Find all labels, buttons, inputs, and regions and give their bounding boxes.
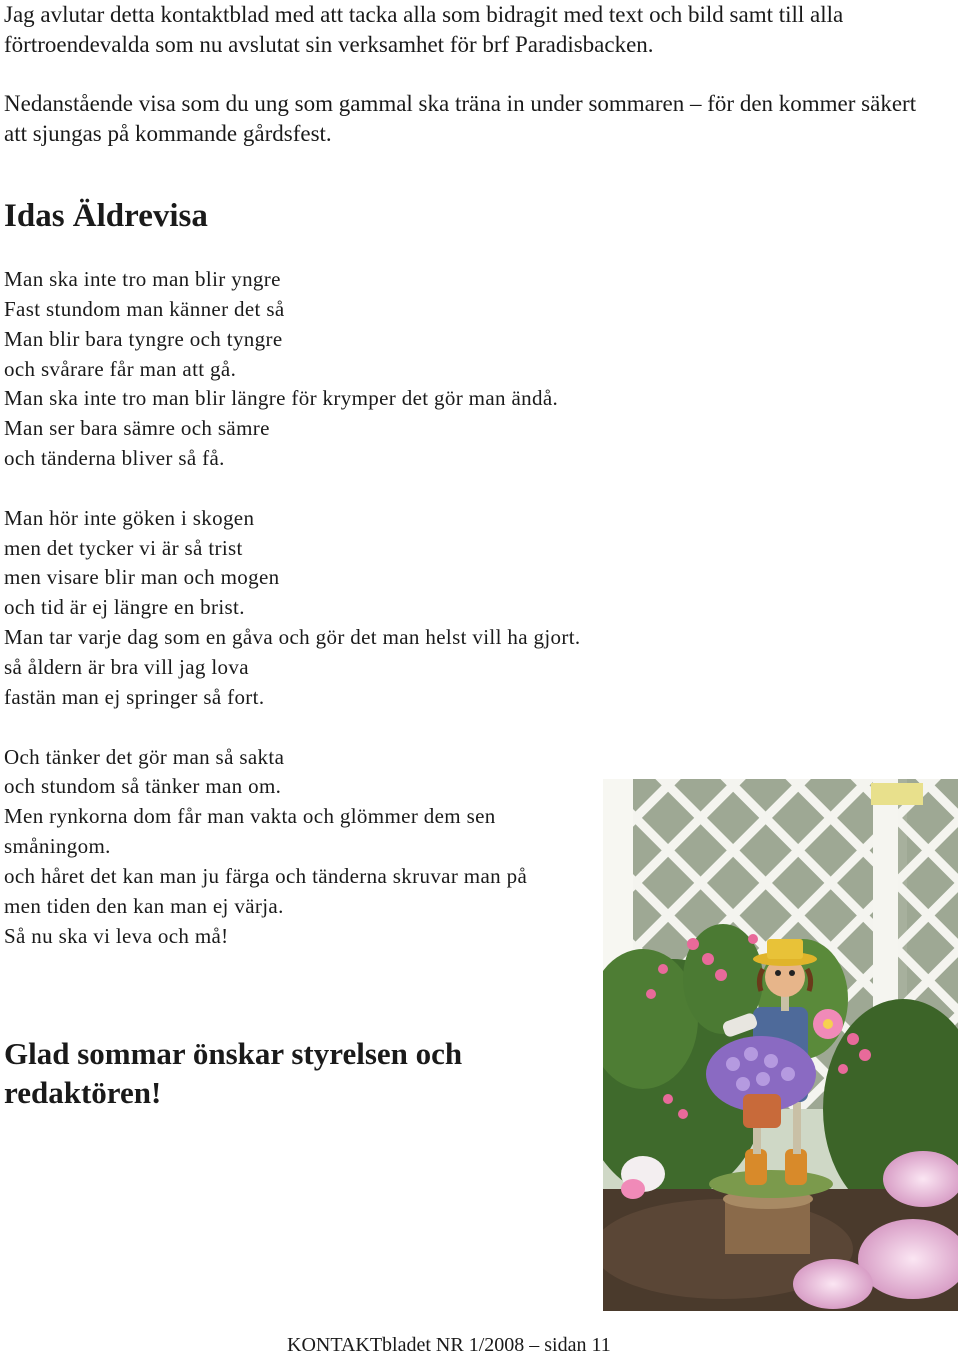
poem-line: Man ska inte tro man blir längre för krymper det gör man ändå. — [4, 386, 559, 411]
poem-title: Idas Äldrevisa — [4, 198, 208, 234]
photo-illustration — [603, 779, 958, 1311]
poem-stanza-1 — [4, 265, 594, 474]
poem-line: fastän man ej springer så fort. — [4, 684, 265, 709]
poem-line: så åldern är bra vill jag lova — [4, 654, 249, 679]
poem-line: och tänderna bliver så få. — [4, 446, 225, 471]
intro-text — [4, 0, 944, 178]
poem-line: Man blir bara tyngre och tyngre — [4, 326, 283, 351]
poem-line: men tiden den kan man ej värja. — [4, 893, 284, 918]
poem-line: Och tänker det gör man så sakta — [4, 744, 285, 769]
poem-line: Man tar varje dag som en gåva och gör det man helst vill ha gjort. — [4, 625, 581, 650]
intro-paragraph-1: Jag avlutar detta kontaktblad med att tacka alla som bidragit med text och bild samt till alla förtroendevalda som nu avslutat sin verksamhet för brf Paradisbacken. — [4, 2, 844, 57]
closing-greeting: Glad sommar önskar styrelsen och redaktören! — [4, 1036, 463, 1110]
poem-line: Fast stundom man känner det så — [4, 296, 285, 321]
poem-stanza-3 — [4, 743, 564, 952]
poem-stanza-2 — [4, 504, 594, 713]
poem-line: och håret det kan man ju färga och tänderna skruvar man på — [4, 863, 528, 888]
poem-line: Men rynkorna dom får man vakta och glömmer dem sen småningom. — [4, 804, 496, 859]
poem-line: och stundom så tänker man om. — [4, 774, 282, 799]
poem-line: och tid är ej längre en brist. — [4, 595, 245, 620]
poem-line: Så nu ska vi leva och må! — [4, 923, 229, 948]
poem-line: Man ser bara sämre och sämre — [4, 416, 270, 441]
intro-paragraph-2: Nedanstående visa som du ung som gammal ska träna in under sommaren – för den kommer säkert att sjungas på kommande gårdsfest. — [4, 91, 917, 146]
poem-line: men det tycker vi är så trist — [4, 535, 243, 560]
poem-line: Man ska inte tro man blir yngre — [4, 267, 281, 291]
garden-scarecrow-photo — [603, 779, 958, 1311]
poem-line: men visare blir man och mogen — [4, 565, 280, 590]
poem-line: Man hör inte göken i skogen — [4, 505, 255, 530]
poem-body — [4, 265, 594, 981]
poem-line: och svårare får man att gå. — [4, 356, 237, 381]
page-footer: KONTAKTbladet NR 1/2008 – sidan 11 — [287, 1334, 611, 1356]
